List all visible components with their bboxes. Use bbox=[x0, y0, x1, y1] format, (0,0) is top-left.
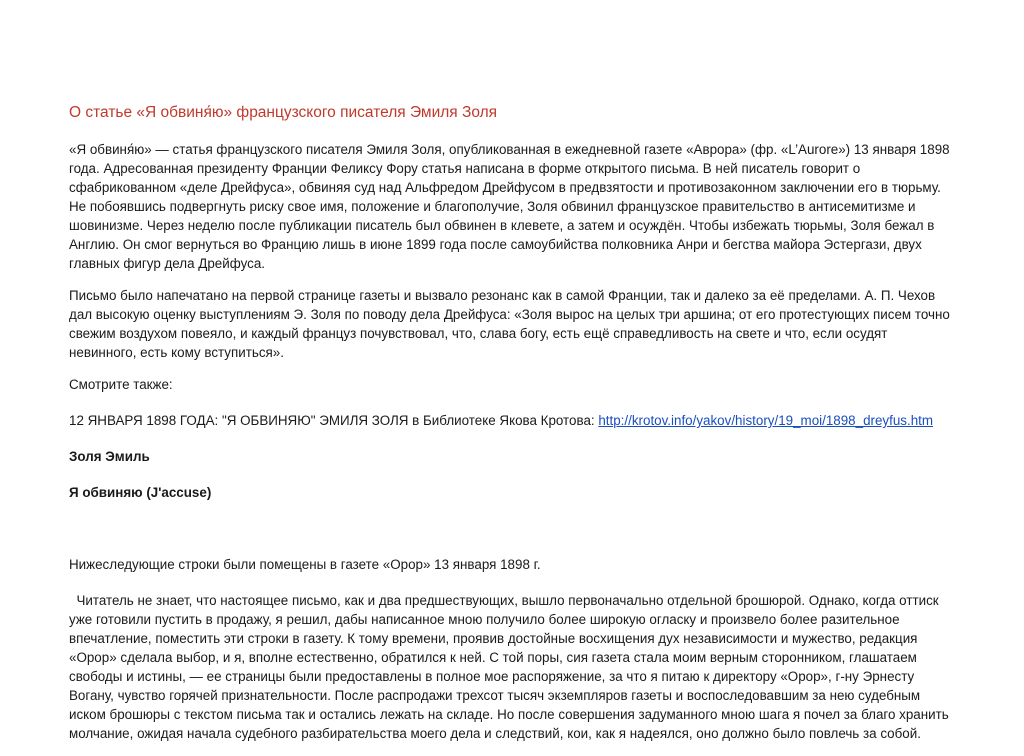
see-also-label: Смотрите также: bbox=[69, 377, 173, 392]
intro-line: Нижеследующие строки были помещены в газете «Орор» 13 января 1898 г. bbox=[69, 557, 541, 572]
intro-paragraph-1: «Я обвиня́ю» — статья французского писателя Эмиля Золя, опубликованная в ежедневной газете «Аврора» (фр. «L’Aurore») 13 января 1898 года. Адресованная президенту Франции Феликсу Фору статья написана в форме открытого письма. В ней писатель говорит о сфабрикованном «деле Дрейфуса», обвиняя суд над Альфредом Дрейфусом в предвзятости и противозаконном заключении его в тюрьму. Не побоявшись подвергнуть риску свое имя, положение и благополучие, Золя обвинил французское правительство в антисемитизме и шовинизме. Через неделю после публикации писатель был обвинен в клевете, а затем и осуждён. Чтобы избежать тюрьмы, Золя бежал в Англию. Он смог вернуться во Францию лишь в июне 1899 года после самоубийства полковника Анри и бегства майора Эстергази, двух главных фигур дела Дрейфуса. bbox=[69, 142, 950, 271]
reference-text: 12 ЯНВАРЯ 1898 ГОДА: "Я ОБВИНЯЮ" ЭМИЛЯ ЗОЛЯ в Библиотеке Якова Кротова: bbox=[69, 413, 599, 428]
page-title: О статье «Я обвиня́ю» французского писателя Эмиля Золя bbox=[69, 104, 498, 121]
intro-paragraph-2: Письмо было напечатано на первой странице газеты и вызвало резонанс как в самой Франции, так и далеко за её пределами. А. П. Чехов дал высокую оценку выступлениям Э. Золя по поводу дела Дрейфуса: «Золя вырос на целых три аршина; от его протестующих писем точно свежим воздухом повеяло, и каждый француз почувствовал, что, слава богу, есть ещё справедливость на свете и что, если осудят невинного, есть кому вступиться». bbox=[69, 288, 950, 360]
reference-link[interactable]: http://krotov.info/yakov/history/19_moi/1898_dreyfus.htm bbox=[598, 413, 934, 428]
author-heading: Золя Эмиль bbox=[69, 449, 150, 464]
work-heading: Я обвиняю (J'accuse) bbox=[69, 485, 212, 500]
reference-line bbox=[69, 411, 954, 430]
letter-paragraph: Читатель не знает, что настоящее письмо, как и два предшествующих, вышло первоначально отдельной брошюрой. Однако, когда оттиск уже готовили пустить в продажу, я решил, дабы написанное мною получило более широкую огласку и произвело более разительное впечатление, поместить эти строки в газету. К тому времени, проявив достойные восхищения дух независимости и мужество, редакция «Орор» сделала выбор, и я, вполне естественно, обратился к ней. С той поры, сия газета стала моим верным сторонником, глашатаем свободы и истины, — ее страницы были предоставлены в полное мое распоряжение, за что я питаю к директору «Орор», г-ну Эрнесту Вогану, чувство горячей признательности. После распродажи трехсот тысяч экземпляров газеты и воспоследовавшим за нею судебным иском брошюры с текстом письма так и остались лежать на складе. Но после совершения задуманного мною шага я почел за благо хранить молчание, ожидая начала судебного разбирательства моего дела и следствий, кои, как я надеялся, оно должно было повлечь за собой. bbox=[69, 593, 953, 741]
spacer bbox=[69, 519, 954, 555]
document-page bbox=[69, 103, 954, 756]
